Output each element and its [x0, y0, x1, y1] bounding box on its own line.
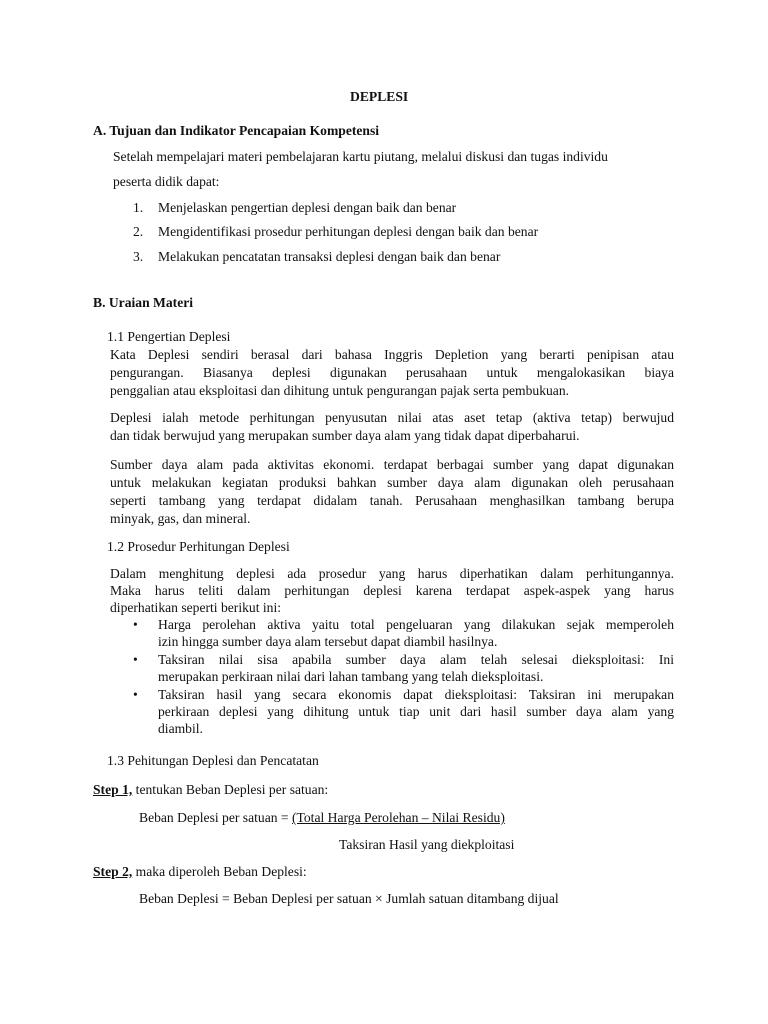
bullet-icon: •: [133, 652, 138, 667]
paragraph-line: Maka harus teliti dalam perhitungan deplesi karena terdapat aspek-aspek yang harus: [110, 583, 674, 598]
bullet-text-line: Harga perolehan aktiva yaitu total pengeluaran yang dilakukan sejak memperoleh: [158, 617, 674, 632]
bullet-icon: •: [133, 617, 138, 632]
step-1: [93, 781, 328, 799]
subsection-1-2-heading: 1.2 Prosedur Perhitungan Deplesi: [107, 539, 290, 554]
paragraph-line: untuk melakukan kegiatan produksi bahkan sumber daya alam digunakan oleh perusahaan: [110, 475, 674, 490]
list-number: 3.: [133, 249, 144, 264]
section-a-intro-line2: peserta didik dapat:: [113, 174, 220, 189]
list-item: Menjelaskan pengertian deplesi dengan baik dan benar: [158, 200, 457, 215]
list-item: Mengidentifikasi prosedur perhitungan deplesi dengan baik dan benar: [158, 224, 539, 239]
formula-2: Beban Deplesi = Beban Deplesi per satuan × Jumlah satuan ditambang dijual: [139, 891, 559, 906]
paragraph-line: dan tidak berwujud yang merupakan sumber daya alam yang tidak dapat diperbaharui.: [110, 428, 580, 443]
formula-1-denominator: Taksiran Hasil yang diekploitasi: [339, 837, 515, 852]
paragraph-line: Deplesi ialah metode perhitungan penyusutan nilai atas aset tetap (aktiva tetap) berwujud: [110, 410, 674, 425]
formula-1-left: Beban Deplesi per satuan =: [139, 810, 292, 825]
paragraph-line: Sumber daya alam pada aktivitas ekonomi. terdapat berbagai sumber yang dapat digunakan: [110, 457, 674, 472]
paragraph-line: Dalam menghitung deplesi ada prosedur yang harus diperhatikan dalam perhitungannya.: [110, 566, 674, 581]
list-number: 2.: [133, 224, 144, 239]
section-a-intro-line1: Setelah mempelajari materi pembelajaran kartu piutang, melalui diskusi dan tugas individu: [113, 149, 608, 164]
formula-1: [139, 809, 505, 827]
formula-1-numerator: (Total Harga Perolehan – Nilai Residu): [292, 810, 505, 825]
paragraph-line: Kata Deplesi sendiri berasal dari bahasa Inggris Depletion yang berarti penipisan atau: [110, 347, 674, 362]
section-a-heading: A. Tujuan dan Indikator Pencapaian Kompetensi: [93, 123, 380, 138]
list-item: Melakukan pencatatan transaksi deplesi dengan baik dan benar: [158, 249, 501, 264]
step-1-label: Step 1,: [93, 782, 133, 797]
bullet-text-line: Taksiran hasil yang secara ekonomis dapat dieksploitasi: Taksiran ini merupakan: [158, 687, 674, 702]
section-b-heading: B. Uraian Materi: [93, 295, 194, 310]
paragraph-line: minyak, gas, dan mineral.: [110, 511, 251, 526]
bullet-text-line: merupakan perkiraan nilai dari lahan tambang yang telah dieksploitasi.: [158, 669, 544, 684]
subsection-1-1-heading: 1.1 Pengertian Deplesi: [107, 329, 231, 344]
bullet-icon: •: [133, 687, 138, 702]
paragraph-line: seperti tambang yang terdapat didalam tanah. Perusahaan menghasilkan tambang berupa: [110, 493, 674, 508]
bullet-text-line: perkiraan deplesi yang dihitung untuk tiap unit dari hasil sumber daya alam yang: [158, 704, 674, 719]
step-2-label: Step 2,: [93, 864, 133, 879]
list-number: 1.: [133, 200, 144, 215]
step-1-text: tentukan Beban Deplesi per satuan:: [132, 782, 329, 797]
step-2: [93, 863, 307, 881]
bullet-text-line: diambil.: [158, 721, 203, 736]
step-2-text: maka diperoleh Beban Deplesi:: [132, 864, 307, 879]
paragraph-line: pengurangan. Biasanya deplesi digunakan perusahaan untuk mengalokasikan biaya: [110, 365, 674, 380]
bullet-text-line: izin hingga sumber daya alam tersebut dapat diambil hasilnya.: [158, 634, 498, 649]
paragraph-line: diperhatikan seperti berikut ini:: [110, 600, 282, 615]
subsection-1-3-heading: 1.3 Pehitungan Deplesi dan Pencatatan: [107, 753, 319, 768]
paragraph-line: penggalian atau eksploitasi dan dihitung untuk pengurangan pajak serta pembukuan.: [110, 383, 570, 398]
bullet-text-line: Taksiran nilai sisa apabila sumber daya alam telah selesai dieksploitasi: Ini: [158, 652, 674, 667]
page-title: DEPLESI: [350, 89, 409, 104]
